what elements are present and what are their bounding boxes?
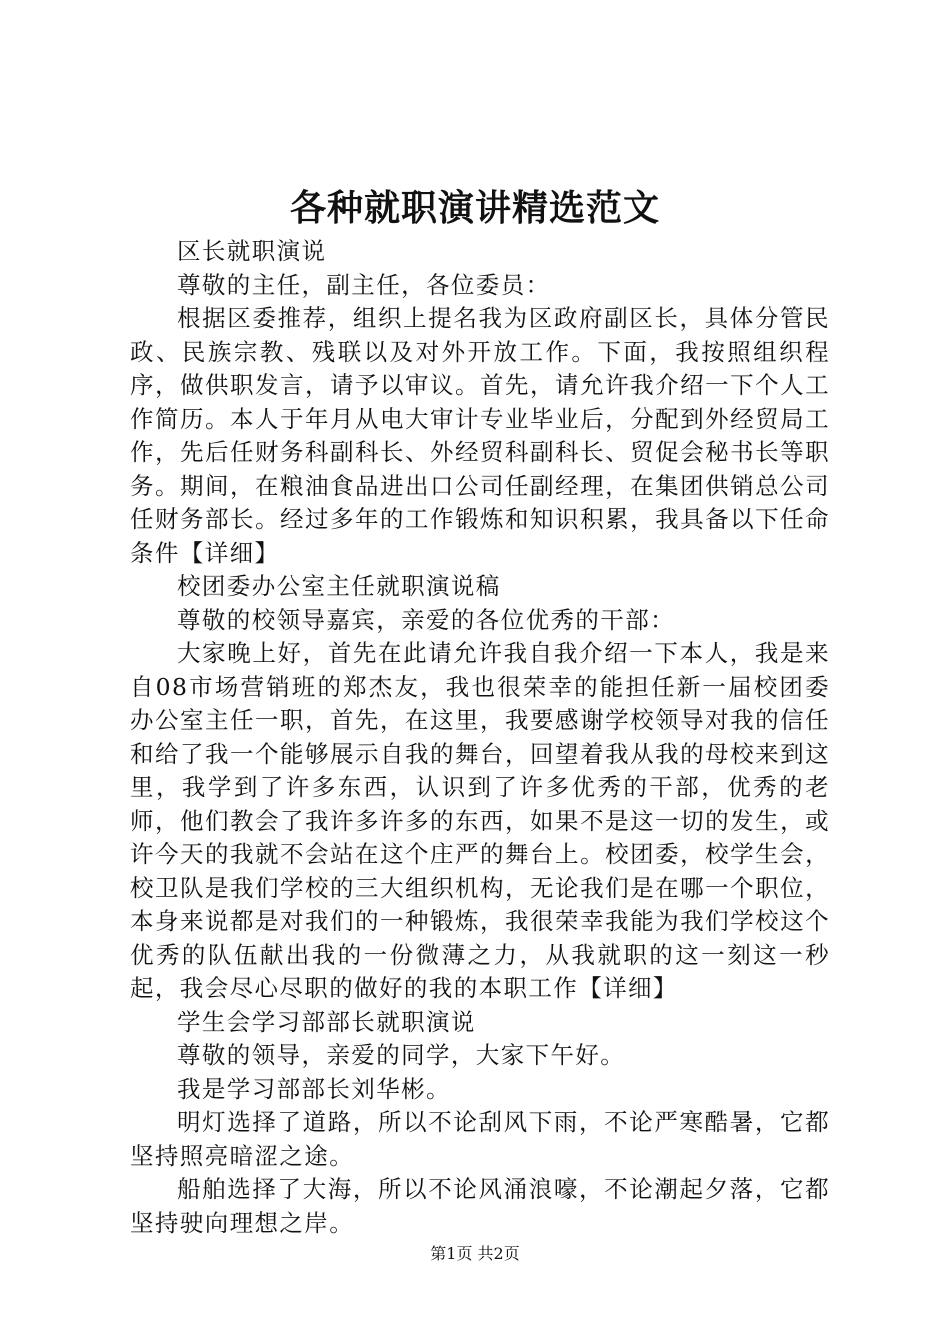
paragraph-body-4: 明灯选择了道路，所以不论刮风下雨，不论严寒酷暑，它都坚持照亮暗涩之途。 — [130, 1108, 830, 1170]
paragraph-body-3: 我是学习部部长刘华彬。 — [177, 1074, 451, 1103]
paragraph-salutation-1: 尊敬的主任，副主任，各位委员： — [177, 270, 551, 299]
paragraph-heading-youth-league-speech: 校团委办公室主任就职演说稿 — [177, 572, 501, 600]
paragraph-body-2: 大家晚上好，首先在此请允许我自我介绍一下本人，我是来自08市场营销班的郑杰友，我也很荣幸的能担任新一届校团委办公室主任一职，首先，在这里，我要感谢学校领导对我的信任和给了我一个能够展示自我的舞台，回望着我从我的母校来到这里，我学到了许多东西，认识到了许多优秀的干部，优秀的老师，他们教会了我许多许多的东西，如果不是这一切的发生，或许今天的我就不会站在这个庄严的舞台上。校团委，校学生会，校卫队是我们学校的三大组织机构，无论我们是在哪一个职位，本身来说都是对我们的一种锻炼，我很荣幸我能为我们学校这个优秀的队伍献出我的一份微薄之力，从我就职的这一刻这一秒起，我会尽心尽职的做好的我的本职工作【详细】 — [130, 639, 830, 1002]
document-body — [130, 235, 830, 1240]
paragraph-heading-district-speech: 区长就职演说 — [177, 237, 327, 265]
document-title: 各种就职演讲精选范文 — [289, 187, 660, 229]
paragraph-body-5: 船舶选择了大海，所以不论风涌浪嚎，不论潮起夕落，它都坚持驶向理想之岸。 — [130, 1175, 830, 1237]
page-footer: 第1页 共2页 — [430, 1244, 520, 1263]
paragraph-salutation-3: 尊敬的领导，亲爱的同学，大家下午好。 — [177, 1041, 626, 1069]
paragraph-heading-study-dept-speech: 学生会学习部部长就职演说 — [177, 1007, 476, 1036]
paragraph-salutation-2: 尊敬的校领导嘉宾，亲爱的各位优秀的干部： — [177, 605, 675, 634]
paragraph-body-1: 根据区委推荐，组织上提名我为区政府副区长，具体分管民政、民族宗教、残联以及对外开放工作。下面，我按照组织程序，做供职发言，请予以审议。首先，请允许我介绍一下个人工作简历。本人于年月从电大审计专业毕业后，分配到外经贸局工作，先后任财务科副科长、外经贸科副科长、贸促会秘书长等职务。期间，在粮油食品进出口公司任副经理，在集团供销总公司任财务部长。经过多年的工作锻炼和知识积累，我具备以下任命条件【详细】 — [130, 304, 830, 567]
